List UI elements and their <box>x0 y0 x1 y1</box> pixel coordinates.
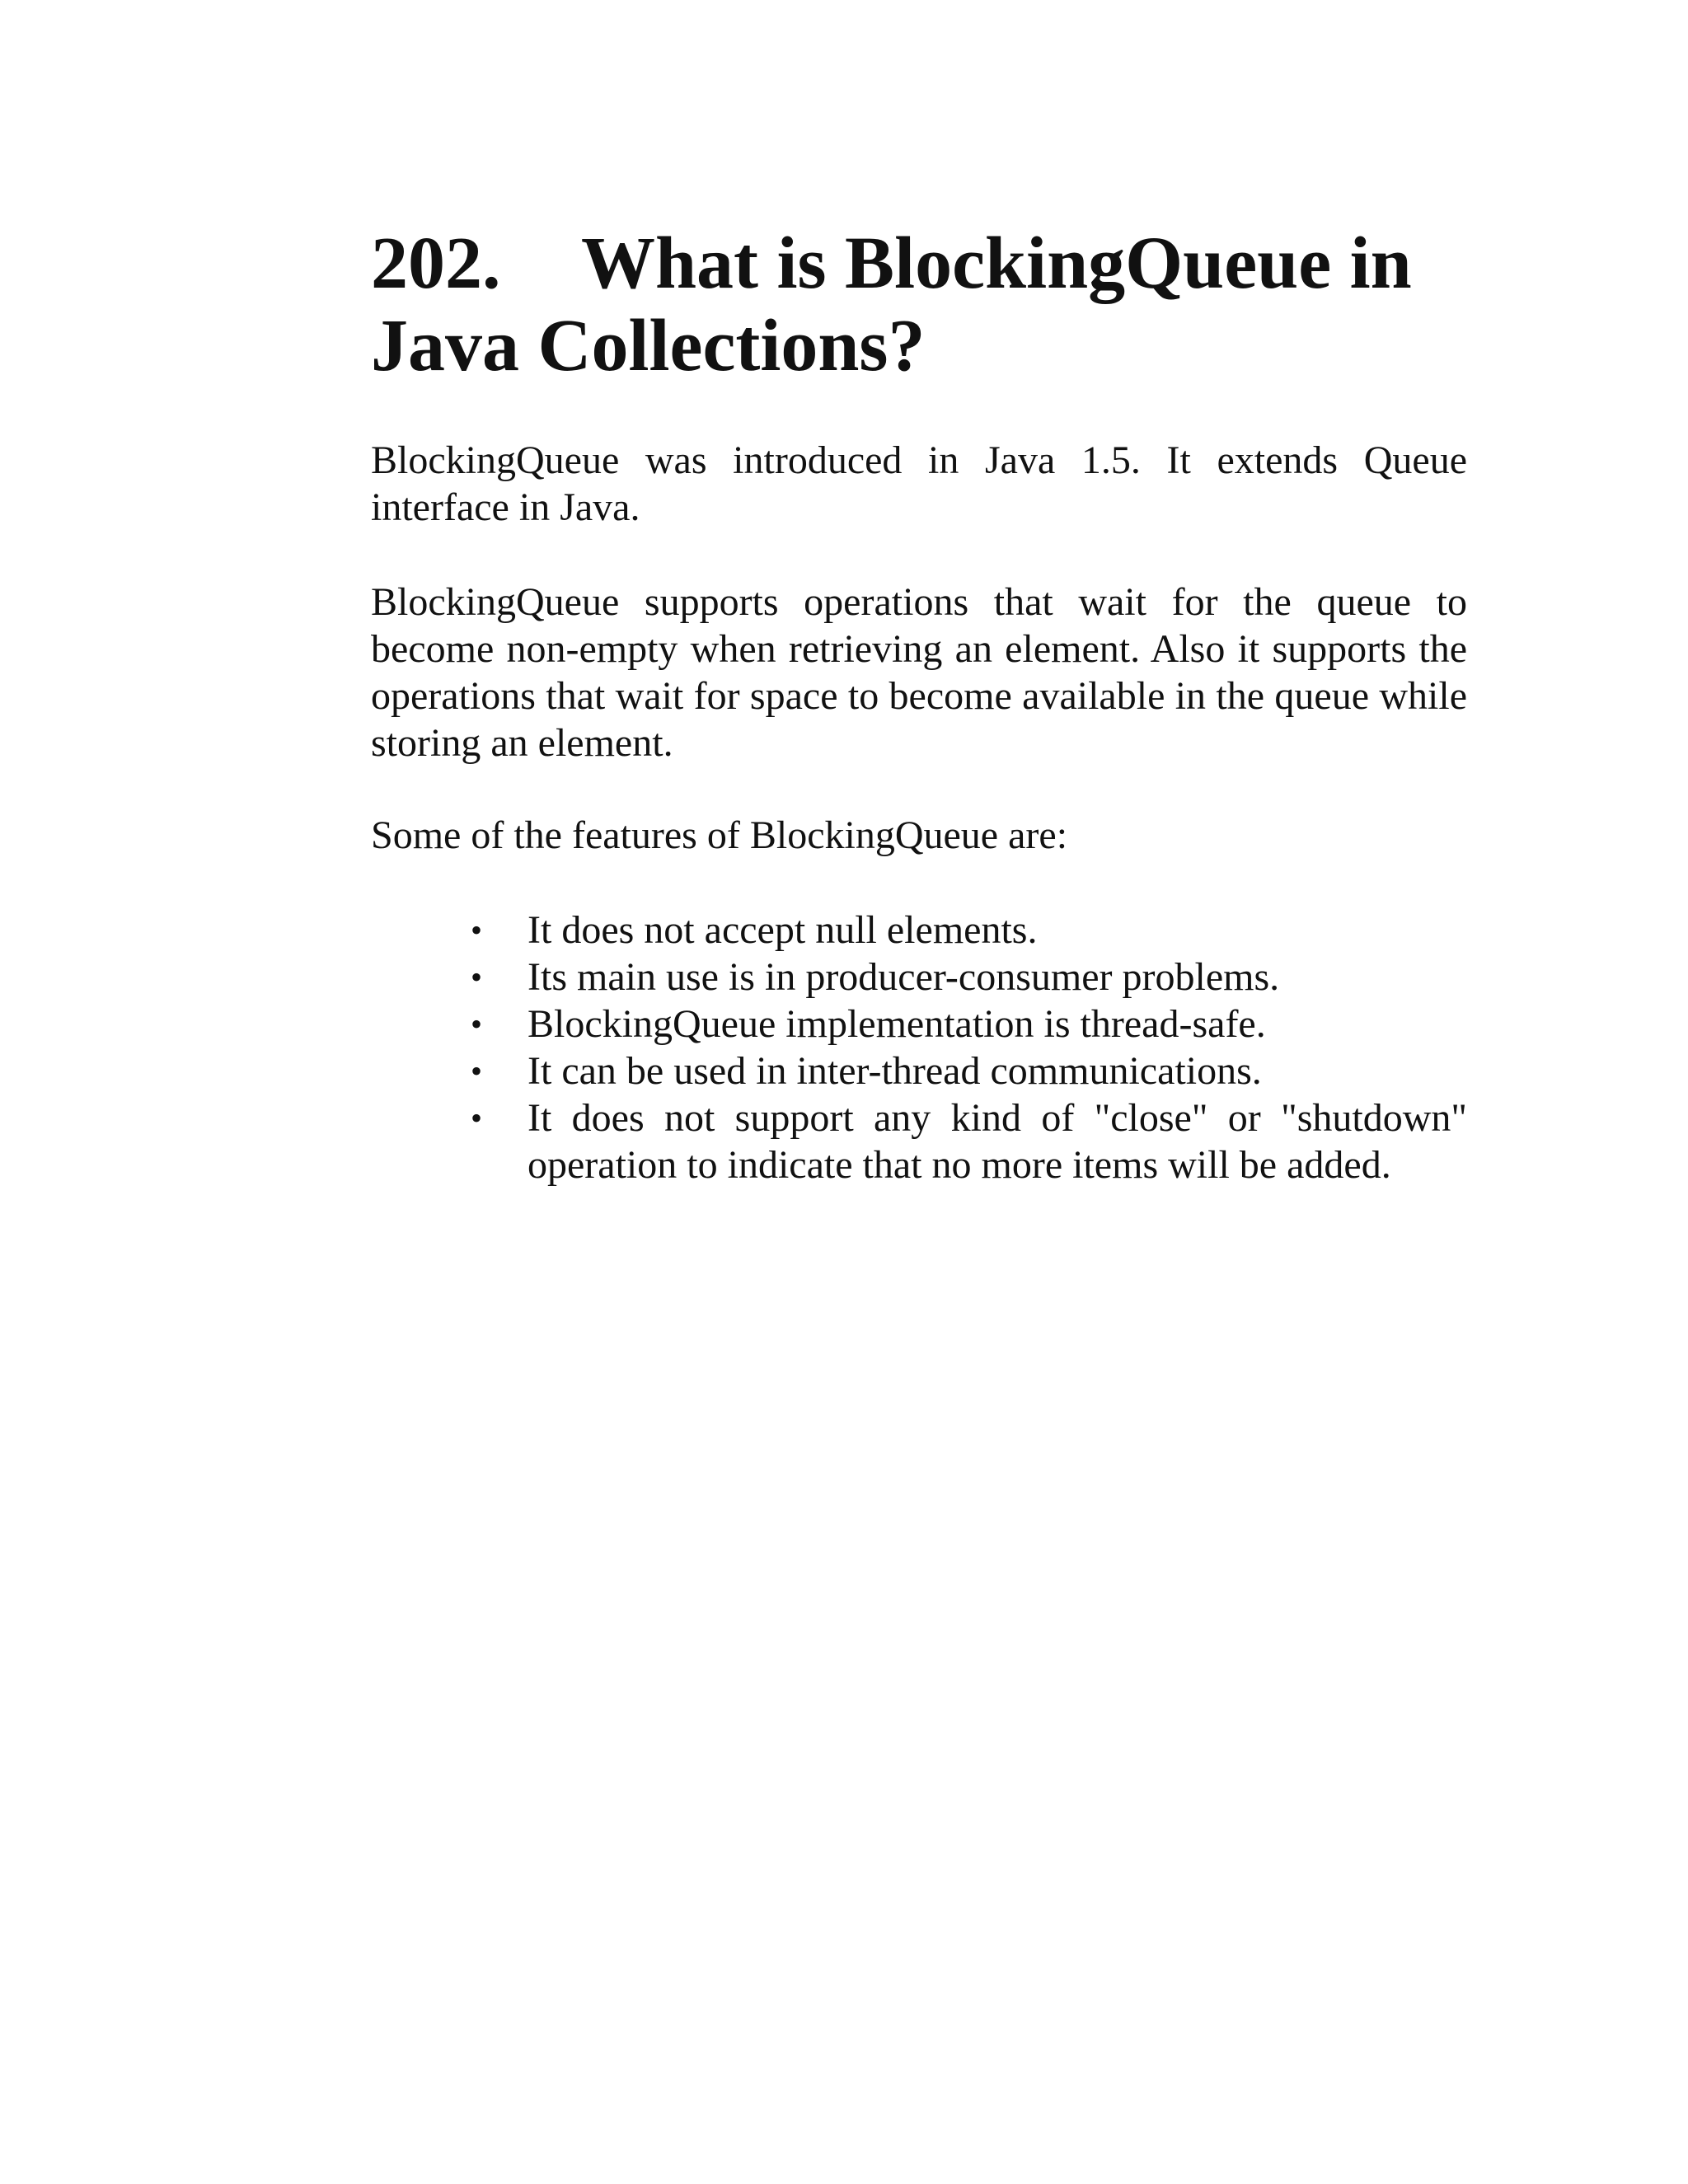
bullet-icon: • <box>470 1005 482 1043</box>
list-item <box>371 907 1467 954</box>
bullet-icon: • <box>470 1099 482 1137</box>
list-item <box>371 1001 1467 1047</box>
list-item-text: It does not accept null elements. <box>528 908 1038 952</box>
features-intro-paragraph: Some of the features of BlockingQueue are: <box>371 813 1068 857</box>
list-item-text: It does not support any kind of "close" or "shutdown" operation to indicate that no more items will be added. <box>528 1096 1467 1187</box>
list-item <box>371 1047 1467 1094</box>
question-number: 202. <box>371 223 501 304</box>
list-item-text: It can be used in inter-thread communications. <box>528 1049 1262 1093</box>
bullet-icon: • <box>470 1052 482 1090</box>
list-item-text: BlockingQueue implementation is thread-safe. <box>528 1002 1266 1046</box>
features-list <box>371 907 1467 1188</box>
bullet-icon: • <box>470 958 482 996</box>
list-item <box>371 954 1467 1001</box>
list-item-text: Its main use is in producer-consumer problems. <box>528 955 1280 999</box>
question-title: What is BlockingQueue in Java Collections? <box>371 223 1412 387</box>
question-heading <box>371 223 1467 387</box>
intro-paragraph: BlockingQueue was introduced in Java 1.5. It extends Queue interface in Java. <box>371 438 1467 529</box>
bullet-icon: • <box>470 912 482 949</box>
list-item <box>371 1094 1467 1188</box>
operations-paragraph: BlockingQueue supports operations that wait for the queue to become non-empty when retrieving an element. Also it supports the operations that wait for space to become available in the queue while storing an element. <box>371 580 1467 765</box>
